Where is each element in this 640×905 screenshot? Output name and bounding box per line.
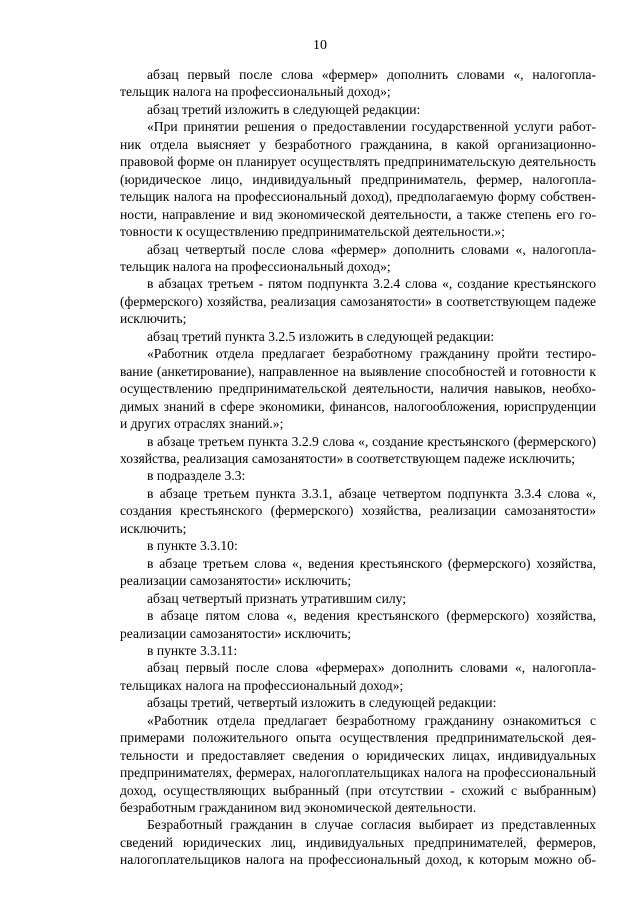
paragraph: Безработный гражданин в случае согласия выбирает из представленных сведений юридических лиц, индивидуальных предпринимателей, фермеров, налогоплательщиков налога на профессиональный доход, к которым можно об-	[120, 817, 596, 868]
paragraph: абзац третий пункта 3.2.5 изложить в следующей редакции:	[147, 328, 495, 344]
document-body	[120, 66, 596, 869]
paragraph: абзац четвертый после слова «фермер» дополнить словами «, налогоплательщик налога на профессиональный доход»;	[120, 241, 596, 274]
paragraph: «Работник отдела предлагает безработному гражданину пройти тестирование (анкетирование), направленное на выявление способностей и готовности к осуществлению предпринимательской деятельности, наличия навыков, необходимых знаний в сфере экономики, финансов, налогообложения, юриспруденции и других отраслях знаний.»;	[120, 346, 596, 432]
paragraph: в абзацах третьем - пятом подпункта 3.2.4 слова «, создание крестьянского (фермерского) хозяйства, реализация самозанятости» в соответствующем падеже исключить;	[120, 276, 596, 327]
paragraph: в абзаце третьем пункта 3.3.1, абзаце четвертом подпункта 3.3.4 слова «, создания крестьянского (фермерского) хозяйства, реализации самозанятости» исключить;	[120, 485, 596, 536]
paragraph: абзац третий изложить в следующей редакции:	[147, 101, 421, 117]
page-number: 10	[313, 38, 327, 53]
paragraph: в абзаце третьем слова «, ведения крестьянского (фермерского) хозяйства, реализации самозанятости» исключить;	[120, 555, 596, 589]
paragraph: «При принятии решения о предоставлении государственной услуги работник отдела выясняет у безработного гражданина, в какой организационно-правовой форме он планирует осуществлять предпринимательскую деятельность (юридическое лицо, индивидуальный предприниматель, фермер, налогоплательщик налога на профессиональный доход), предполагаемую форму собственности, направление и вид экономической деятельности, а также степень его готовности к осуществлению предпринимательской деятельности.»;	[120, 119, 596, 240]
paragraph: в пункте 3.3.11:	[147, 642, 238, 658]
paragraph: «Работник отдела предлагает безработному гражданину ознакомиться с примерами положительного опыта осуществления предпринимательской деятельности и предоставляет сведения о юридических лицах, индивидуальных предпринимателях, фермерах, налогоплательщиках налога на профессиональный доход, осуществляющих выбранный (при отсутствии - схожий с выбранным) безработным гражданином вид экономической деятельности.	[120, 712, 596, 816]
paragraph: абзац четвертый признать утратившим силу;	[147, 590, 407, 606]
paragraph: абзац первый после слова «фермер» дополнить словами «, налогоплательщик налога на профессиональный доход»;	[120, 67, 596, 100]
paragraph: абзацы третий, четвертый изложить в следующей редакции:	[147, 695, 497, 711]
paragraph: в пункте 3.3.10:	[147, 538, 238, 554]
paragraph: в подразделе 3.3:	[147, 468, 246, 484]
paragraph: абзац первый после слова «фермерах» дополнить словами «, налогоплательщиках налога на профессиональный доход»;	[120, 660, 596, 693]
paragraph: в абзаце пятом слова «, ведения крестьянского (фермерского) хозяйства, реализации самозанятости» исключить;	[120, 608, 596, 641]
paragraph: в абзаце третьем пункта 3.2.9 слова «, создание крестьянского (фермерского) хозяйства, реализация самозанятости» в соответствующем падеже исключить;	[120, 433, 596, 466]
